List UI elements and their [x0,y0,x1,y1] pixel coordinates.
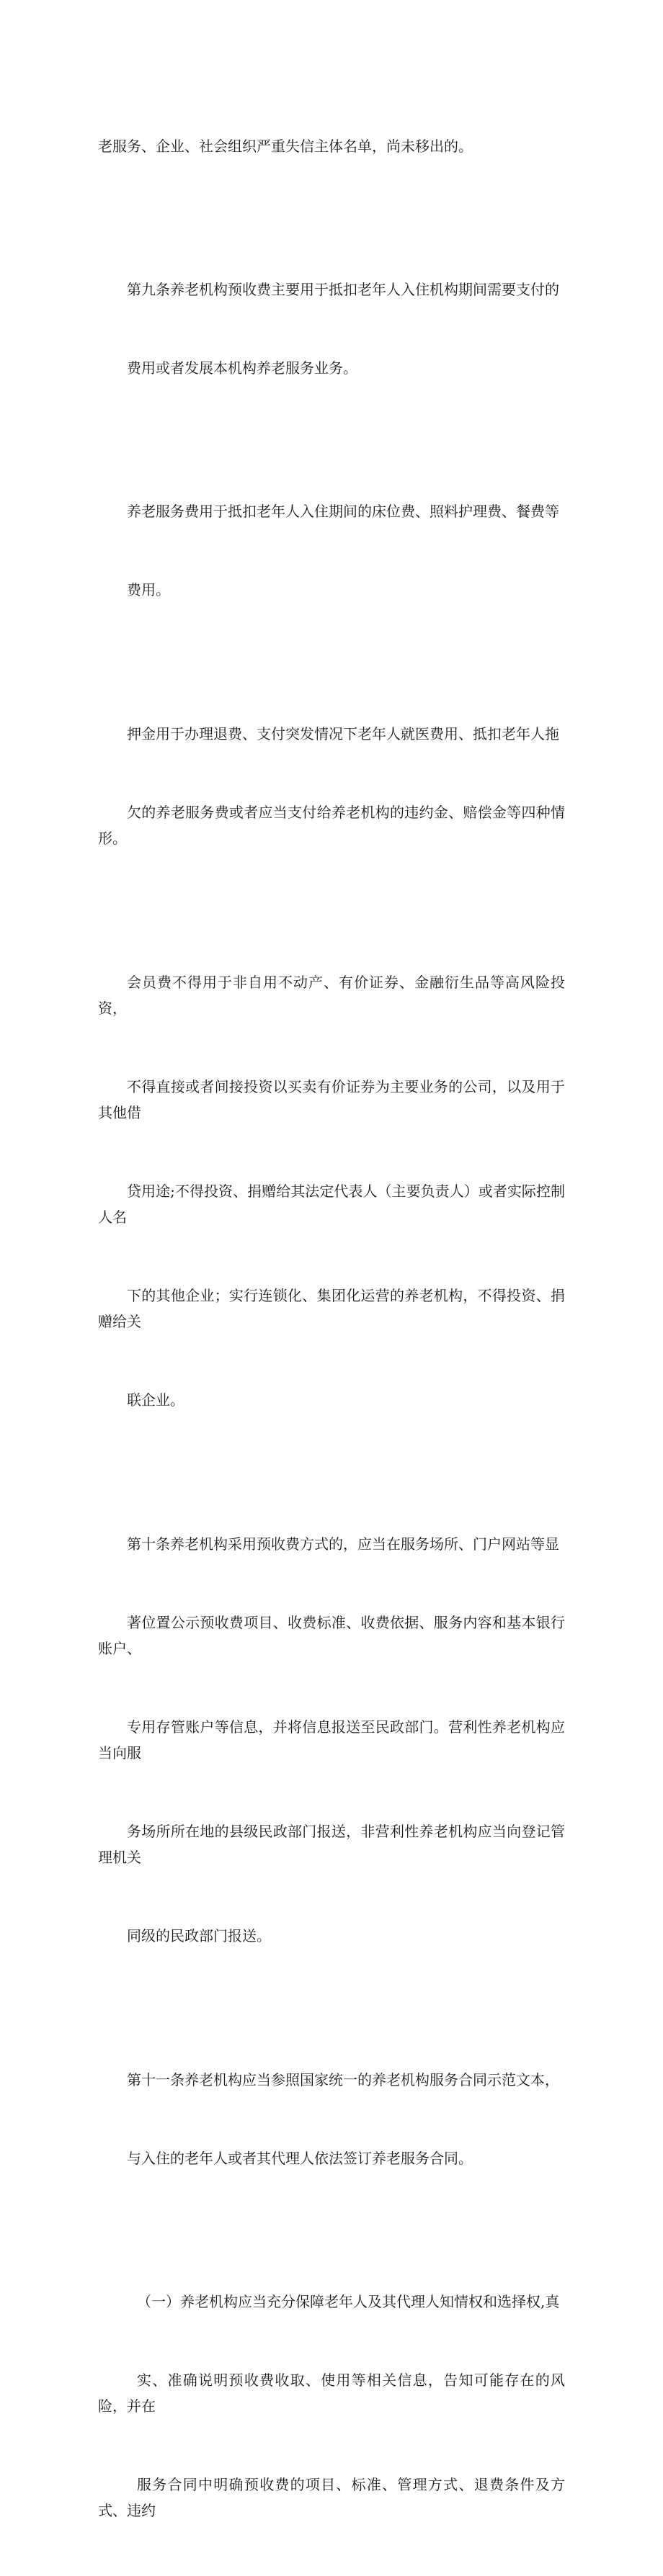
text-line: 下的其他企业；实行连锁化、集团化运营的养老机构，不得投资、捐赠给关 [98,1287,565,1331]
text-line: 服务合同中明确预收费的项目、标准、管理方式、退费条件及方式、违约 [98,2476,565,2520]
text-line: 第九条养老机构预收费主要用于抵扣老年人入住机构期间需要支付的 [127,281,559,299]
paragraph-article-10 [98,1478,565,2001]
text-line: 第十一条养老机构应当参照国家统一的养老机构服务合同示范文本， [127,2070,559,2088]
text-line: 同级的民政部门报送。 [127,1927,271,1945]
text-line: 务场所所在地的县级民政部门报送，非营利性养老机构应当向登记管理机关 [98,1823,565,1867]
text-line: 费用或者发展本机构养老服务业务。 [127,359,357,377]
text-line: 与入住的老年人或者其代理人依法签订养老服务合同。 [127,2149,473,2167]
document-body [98,81,565,2576]
text-line: 养老服务费用于抵扣老年人入住期间的床位费、照料护理费、餐费等 [127,503,559,521]
text-line: 费用。 [127,581,170,599]
text-line: 第十条养老机构采用预收费方式的，应当在服务场所、门户网站等显 [127,1535,559,1553]
text-line: 押金用于办理退费、支付突发情况下老年人就医费用、抵扣老年人拖 [127,724,559,742]
text-line: 实、准确说明预收费收取、使用等相关信息，告知可能存在的风险，并在 [98,2371,565,2415]
text-line: 联企业。 [127,1391,184,1409]
paragraph-deposit [98,668,565,904]
paragraph-item-1 [98,2236,565,2576]
text-line: 著位置公示预收费项目、收费标准、收费依据、服务内容和基本银行账户、 [98,1613,565,1657]
paragraph-article-9 [98,224,565,433]
text-line: 专用存管账户等信息，并将信息报送至民政部门。营利性养老机构应当向服 [98,1718,565,1762]
paragraph-continuation [98,81,565,211]
text-line: （一）养老机构应当充分保障老年人及其代理人知情权和选择权,真 [137,2293,560,2311]
text-line: 不得直接或者间接投资以买卖有价证券为主要业务的公司，以及用于其他借 [98,1077,565,1121]
paragraph-service-fee [98,446,565,655]
paragraph-article-11 [98,2014,565,2223]
text-line: 老服务、企业、社会组织严重失信主体名单，尚未移出的。 [98,137,473,155]
text-line: 欠的养老服务费或者应当支付给养老机构的违约金、赔偿金等四种情形。 [98,803,565,848]
text-line: 贷用途;不得投资、捐赠给其法定代表人（主要负责人）或者实际控制人名 [98,1182,565,1226]
text-line: 会员费不得用于非自用不动产、有价证券、金融衍生品等高风险投资， [98,973,565,1017]
paragraph-membership-fee [98,917,565,1466]
